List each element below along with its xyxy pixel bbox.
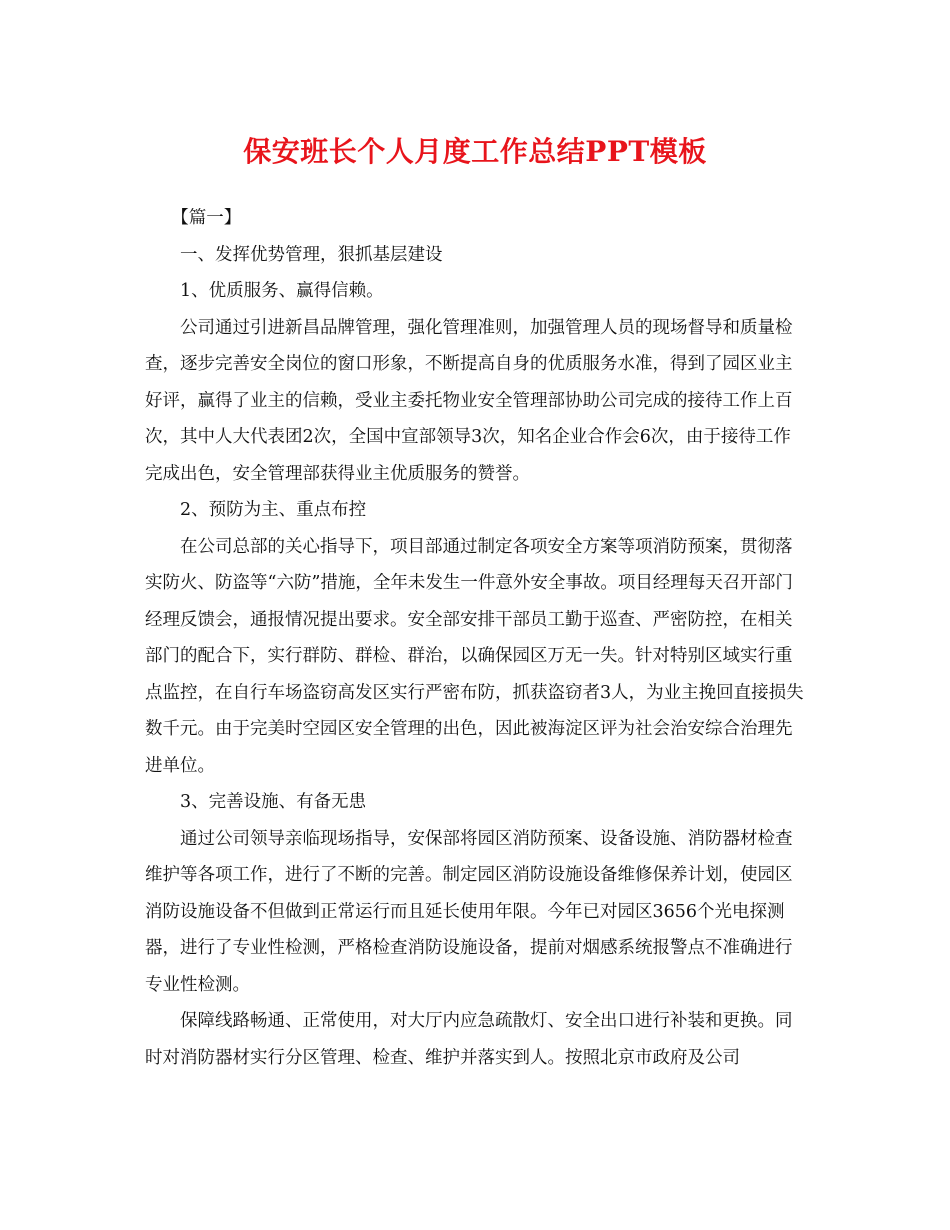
document-title: 保安班长个人月度工作总结PPT模板 [243,135,707,168]
subsection-heading: 1、优质服务、赢得信赖。 [180,281,384,301]
section-heading: 一、发挥优势管理，狠抓基层建设 [180,244,443,265]
body-paragraph: 公司通过引进新昌品牌管理，强化管理准则，加强管理人员的现场督导和质量检查，逐步完善安全岗位的窗口形象，不断提高自身的优质服务水准，得到了园区业主好评，赢得了业主的信赖，受业主委托物业安全管理部协助公司完成的接待工作上百次，其中人大代表团2次，全国中宣部领导3次，知名企业合作会6次，由于接待工作完成出色，安全管理部获得业主优质服务的赞誉。 [145,317,793,484]
body-paragraph: 通过公司领导亲临现场指导，安保部将园区消防预案、设备设施、消防器材检查维护等各项工作，进行了不断的完善。制定园区消防设施设备维修保养计划，使园区消防设施设备不但做到正常运行而且延长使用年限。今年已对园区3656个光电探测器，进行了专业性检测，严格检查消防设施设备，提前对烟感系统报警点不准确进行专业性检测。 [145,828,793,995]
body-paragraph: 保障线路畅通、正常使用，对大厅内应急疏散灯、安全出口进行补装和更换。同时对消防器材实行分区管理、检查、维护并落实到人。按照北京市政府及公司 [145,1011,793,1068]
document-body [145,200,805,1076]
body-paragraph: 在公司总部的关心指导下，项目部通过制定各项安全方案等项消防预案，贯彻落实防火、防盗等“六防”措施，全年未发生一件意外安全事故。项目经理每天召开部门经理反馈会，通报情况提出要求。安全部安排干部员工勤于巡查、严密防控，在相关部门的配合下，实行群防、群检、群治，以确保园区万无一失。针对特别区域实行重点监控，在自行车场盗窃高发区实行严密布防，抓获盗窃者3人，为业主挽回直接损失数千元。由于完美时空园区安全管理的出色，因此被海淀区评为社会治安综合治理先进单位。 [145,536,804,776]
subsection-heading: 3、完善设施、有备无患 [180,792,367,812]
subsection-heading: 2、预防为主、重点布控 [180,500,367,520]
section-label: 【篇一】 [171,208,242,228]
